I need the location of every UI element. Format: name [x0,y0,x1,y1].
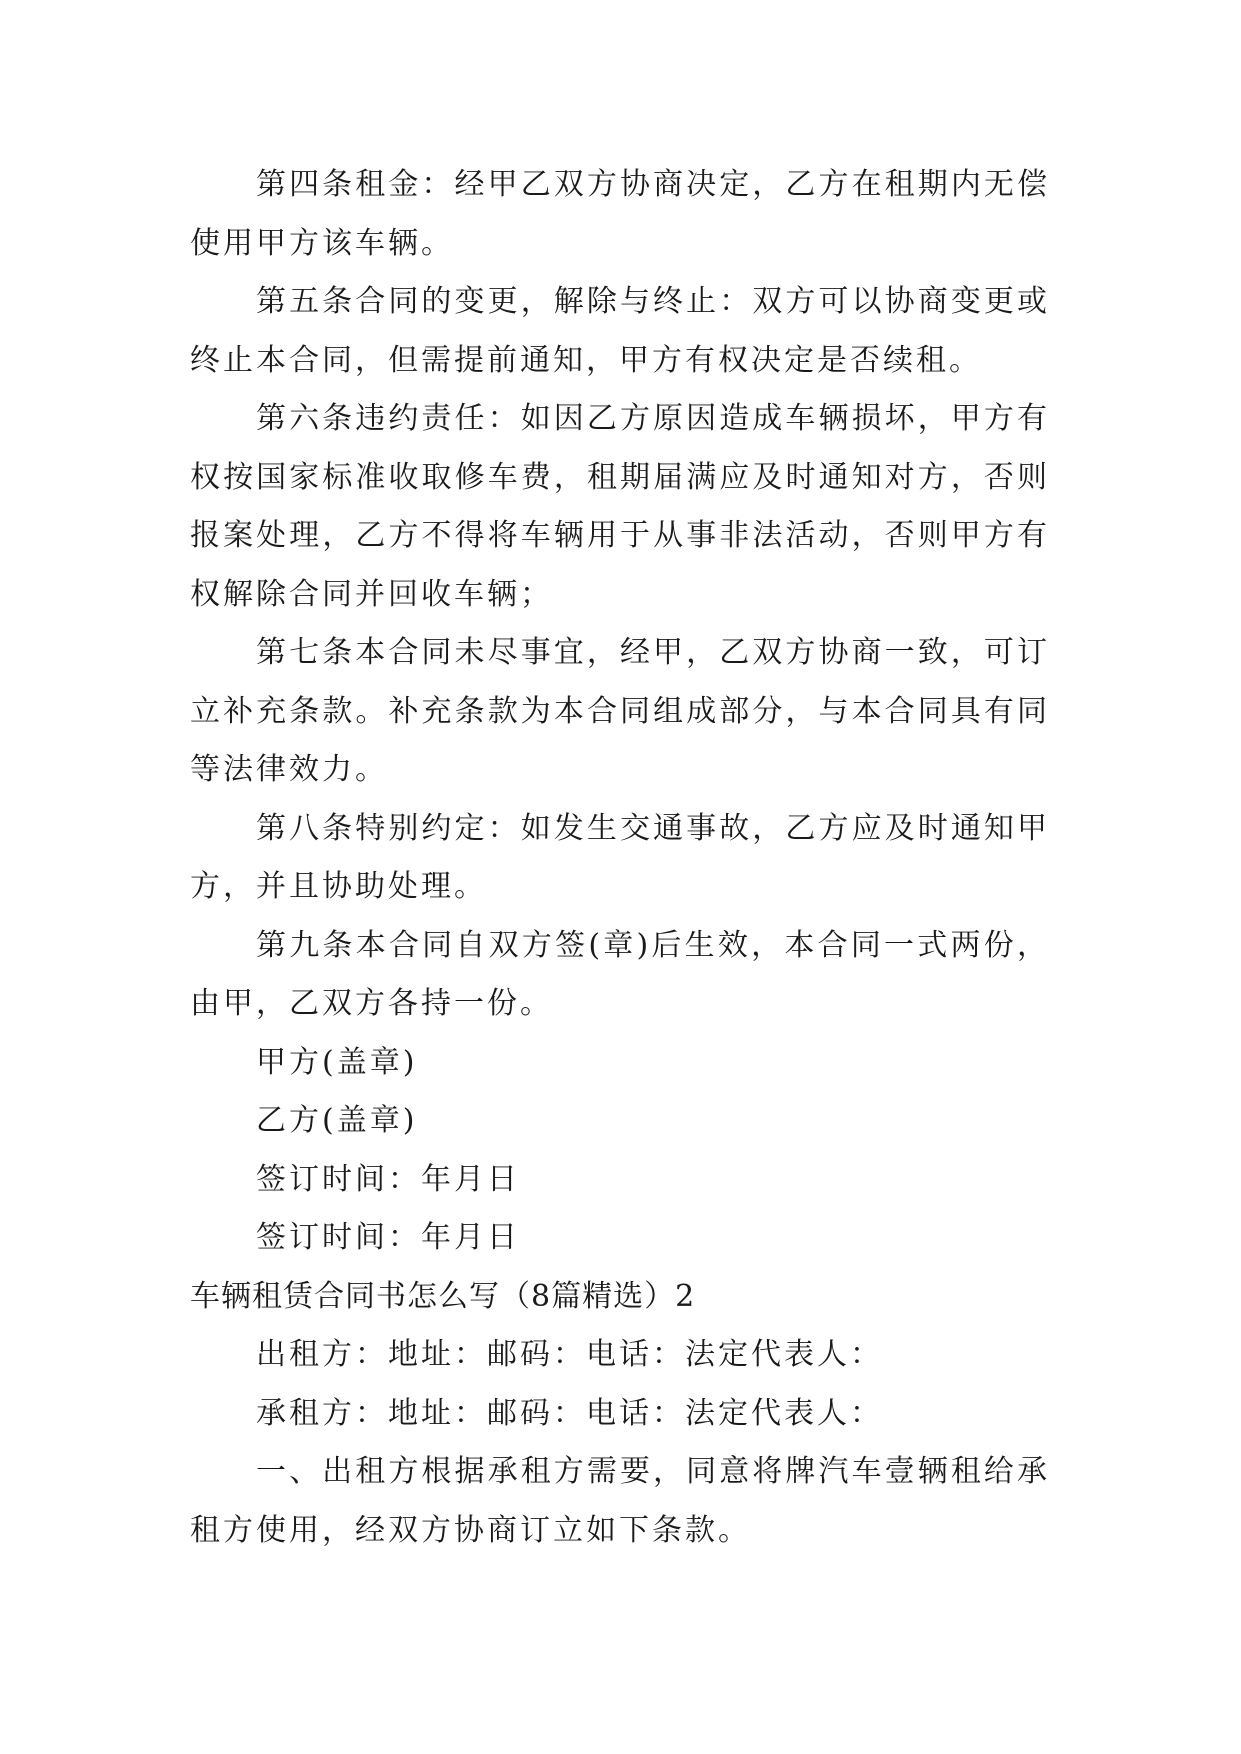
lessee-info-line: 承租方：地址：邮码：电话：法定代表人： [256,1395,883,1431]
clause-8-special-agreement: 第八条特别约定：如发生交通事故，乙方应及时通知甲方，并且协助处理。 [190,810,1050,904]
signing-date-line: 签订时间：年月日 [256,1161,520,1197]
clause-4-rent: 第四条租金：经甲乙双方协商决定，乙方在租期内无偿使用甲方该车辆。 [190,167,1050,261]
section-heading: 车辆租赁合同书怎么写（8篇精选）2 [190,1278,696,1314]
signing-date-line: 签订时间：年月日 [256,1220,520,1255]
clause-7-supplementary: 第七条本合同未尽事宜，经甲，乙双方协商一致，可订立补充条款。补充条款为本合同组成部分，与本合同具有同等法律效力。 [190,635,1050,787]
lessor-info-line: 出租方：地址：邮码：电话：法定代表人： [256,1337,883,1372]
party-b-seal-line: 乙方(盖章) [256,1103,418,1138]
clause-1-lease-agreement: 一、出租方根据承租方需要，同意将牌汽车壹辆租给承租方使用，经双方协商订立如下条款。 [190,1454,1050,1548]
document-body [190,156,1050,1560]
clause-5-change-termination: 第五条合同的变更，解除与终止：双方可以协商变更或终止本合同，但需提前通知，甲方有权决定是否续租。 [190,284,1050,378]
clause-6-liability: 第六条违约责任：如因乙方原因造成车辆损坏，甲方有权按国家标准收取修车费，租期届满应及时通知对方，否则报案处理，乙方不得将车辆用于从事非法活动，否则甲方有权解除合同并回收车辆； [190,401,1050,612]
party-a-seal-line: 甲方(盖章) [256,1044,418,1080]
clause-9-effectiveness: 第九条本合同自双方签(章)后生效，本合同一式两份，由甲，乙双方各持一份。 [190,927,1050,1021]
